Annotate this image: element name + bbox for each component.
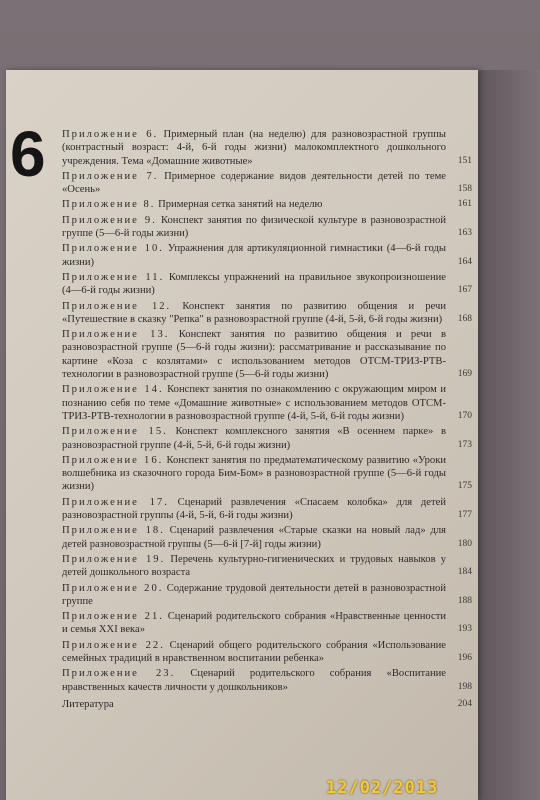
toc-page-number: 164 bbox=[457, 256, 472, 267]
toc-entry-lead: Приложение 10. bbox=[62, 243, 164, 255]
toc-entry-line bbox=[62, 170, 446, 197]
toc-entry-text: Конспект занятия по развитию общения и речи в разновозрастной группе (5—6-й годы жизни): рассматривание и рассказывание по картине «Коза с козлятами» с использованием методов ОТСМ-ТРИЗ-РТВ-технологии в разновозрастной группе (5—6-й годы жизни) bbox=[62, 329, 446, 381]
toc-entry-line bbox=[62, 454, 446, 494]
toc-entry-lead: Приложение 6. bbox=[62, 129, 159, 140]
toc-page-number: 158 bbox=[457, 184, 472, 195]
toc-entry bbox=[62, 242, 472, 269]
toc-entry-text: Содержание трудовой деятельности детей в разновозрастной группе bbox=[62, 582, 447, 607]
toc-page-number: 170 bbox=[457, 410, 472, 421]
toc-entry bbox=[62, 271, 472, 298]
toc-entry-lead: Приложение 17. bbox=[62, 496, 169, 508]
toc-entry-line bbox=[62, 639, 446, 666]
toc-entry-line bbox=[62, 271, 446, 298]
toc-entry-line bbox=[62, 610, 446, 637]
toc-entry-lead: Приложение 7. bbox=[62, 170, 159, 182]
toc-entry-lead: Приложение 19. bbox=[62, 553, 166, 565]
toc-entry bbox=[62, 300, 472, 327]
toc-entry bbox=[62, 170, 472, 197]
toc-entry-lead: Приложение 9. bbox=[62, 214, 157, 226]
background-edge bbox=[478, 70, 540, 800]
toc-entry-lead: Приложение 8. bbox=[62, 199, 156, 211]
toc-entry-line bbox=[62, 582, 446, 609]
toc-entry bbox=[62, 524, 472, 551]
toc-entry-line bbox=[62, 383, 446, 423]
toc-entry-lead: Приложение 22. bbox=[62, 639, 165, 651]
toc-entry bbox=[62, 454, 472, 494]
toc-page-number: 180 bbox=[457, 538, 472, 549]
toc-entry-text: Упражнения для артикуляционной гимнастики (4—6-й годы жизни) bbox=[62, 243, 447, 268]
toc-entry-lead: Приложение 12. bbox=[62, 300, 172, 312]
toc-page-number: 184 bbox=[457, 567, 472, 578]
toc-entry-text: Примерное содержание видов деятельности детей по теме «Осень» bbox=[62, 170, 446, 196]
toc-entry-lead: Приложение 23. bbox=[62, 668, 176, 680]
toc-entry-line bbox=[62, 198, 446, 211]
toc-page-number: 161 bbox=[457, 199, 472, 210]
toc-page-number: 167 bbox=[457, 285, 472, 296]
toc-entry-text: Конспект занятия по ознакомлению с окружающим миром и познанию себя по теме «Домашние животные» с использованием методов ОТСМ-ТРИЗ-РТВ-технологии в разновозрастной группе (4-й, 5-й, 6-й годы жизни) bbox=[62, 384, 447, 422]
toc-entry bbox=[62, 496, 472, 523]
toc-entry-text: Сценарий общего родительского собрания «Использование семейных традиций в нравственном воспитании ребенка» bbox=[62, 639, 447, 664]
toc-entry-line bbox=[62, 667, 446, 694]
toc-entry-lead: Приложение 13. bbox=[62, 329, 170, 341]
toc-entry-text: Конспект занятия по развитию общения и речи «Путешествие в сказку "Репка" в разновозрастной группе (4-й, 5-й, 6-й годы жизни) bbox=[62, 300, 446, 325]
toc-entry-text: Сценарий родительского собрания «Воспитание нравственных качеств личности у дошкольников» bbox=[62, 668, 446, 693]
toc-entry-line bbox=[62, 328, 446, 381]
toc-entry bbox=[62, 667, 472, 694]
toc-entry-lead: Приложение 21. bbox=[62, 611, 164, 623]
toc-entry-lead: Приложение 11. bbox=[62, 271, 165, 283]
toc-entry-lead: Приложение 20. bbox=[62, 582, 164, 594]
toc-page-number: 163 bbox=[457, 228, 472, 239]
toc-entry-line bbox=[62, 524, 446, 551]
toc-page-number: 173 bbox=[457, 439, 472, 450]
toc-entry-text: Сценарий развлечения «Старые сказки на новый лад» для детей разновозрастной группы (5—6-й [7-й] годы жизни) bbox=[62, 525, 446, 550]
toc-entry-text: Примерная сетка занятий на неделю bbox=[158, 199, 323, 211]
toc-page-number: 177 bbox=[457, 510, 472, 521]
table-of-contents bbox=[62, 128, 472, 713]
toc-entry-line bbox=[62, 242, 446, 269]
toc-page-number: 188 bbox=[457, 595, 472, 606]
toc-entry-text: Конспект комплексного занятия «В осеннем парке» в разновозрастной группе (4-й, 5-й, 6-й годы жизни) bbox=[62, 426, 446, 451]
toc-page-number: 175 bbox=[457, 481, 472, 492]
toc-page-number: 169 bbox=[457, 369, 472, 380]
toc-entry bbox=[62, 128, 472, 168]
toc-page-number: 198 bbox=[457, 681, 472, 692]
toc-entry bbox=[62, 553, 472, 580]
toc-entry bbox=[62, 328, 472, 381]
toc-entry-text: Комплексы упражнений на правильное звукопроизношение (4—6-й годы жизни) bbox=[62, 271, 446, 297]
toc-entry-line bbox=[62, 300, 446, 327]
toc-entry-line bbox=[62, 214, 446, 241]
toc-entry-text: Конспект занятия по физической культуре в разновозрастной группе (5—6-й годы жизни) bbox=[62, 214, 446, 240]
toc-entry bbox=[62, 639, 472, 666]
toc-entry-text: Конспект занятия по предматематическому развитию «Уроки волшебника из сказочного города Бим-Бом» в разновозрастной группе (5—6-й годы жизни) bbox=[62, 454, 447, 493]
toc-page-number: 151 bbox=[457, 155, 472, 166]
toc-entry-lead: Приложение 14. bbox=[62, 384, 164, 396]
toc-entry-text: Примерный план (на неделю) для разновозрастной группы (контрастный возраст: 4-й, 6-й годы жизни) малокомплектного дошкольного учреждения. Тема «Домашние животные» bbox=[62, 129, 446, 167]
toc-entry-lead: Приложение 16. bbox=[62, 454, 164, 466]
toc-entry-lead: Приложение 18. bbox=[62, 525, 165, 537]
literature-label: Литература bbox=[62, 698, 114, 710]
camera-date-stamp: 12/02/2013 bbox=[326, 778, 439, 798]
toc-entry-line bbox=[62, 425, 446, 452]
toc-entry-text: Перечень культурно-гигиенических и трудовых навыков у детей дошкольного возраста bbox=[62, 553, 447, 579]
toc-page-number: 168 bbox=[457, 313, 472, 324]
toc-entry-lead: Приложение 15. bbox=[62, 426, 168, 438]
toc-page-number: 204 bbox=[457, 698, 472, 709]
toc-entry-line bbox=[62, 496, 446, 523]
toc-page-number: 193 bbox=[457, 624, 472, 635]
toc-entry-line bbox=[62, 553, 446, 580]
toc-entry-text: Сценарий развлечения «Спасаем колобка» для детей разновозрастной группы (4-й, 5-й, 6-й годы жизни) bbox=[62, 496, 446, 522]
toc-entry bbox=[62, 383, 472, 423]
toc-entry bbox=[62, 214, 472, 241]
toc-entry bbox=[62, 198, 472, 211]
toc-entry-literature bbox=[62, 698, 472, 711]
toc-entry-line bbox=[62, 128, 446, 168]
chapter-number: 6 bbox=[10, 118, 46, 190]
toc-page-number: 196 bbox=[457, 652, 472, 663]
toc-entry-text: Сценарий родительского собрания «Нравственные ценности и семья XXI века» bbox=[62, 611, 446, 636]
toc-entry bbox=[62, 610, 472, 637]
toc-entry bbox=[62, 425, 472, 452]
toc-entry bbox=[62, 582, 472, 609]
